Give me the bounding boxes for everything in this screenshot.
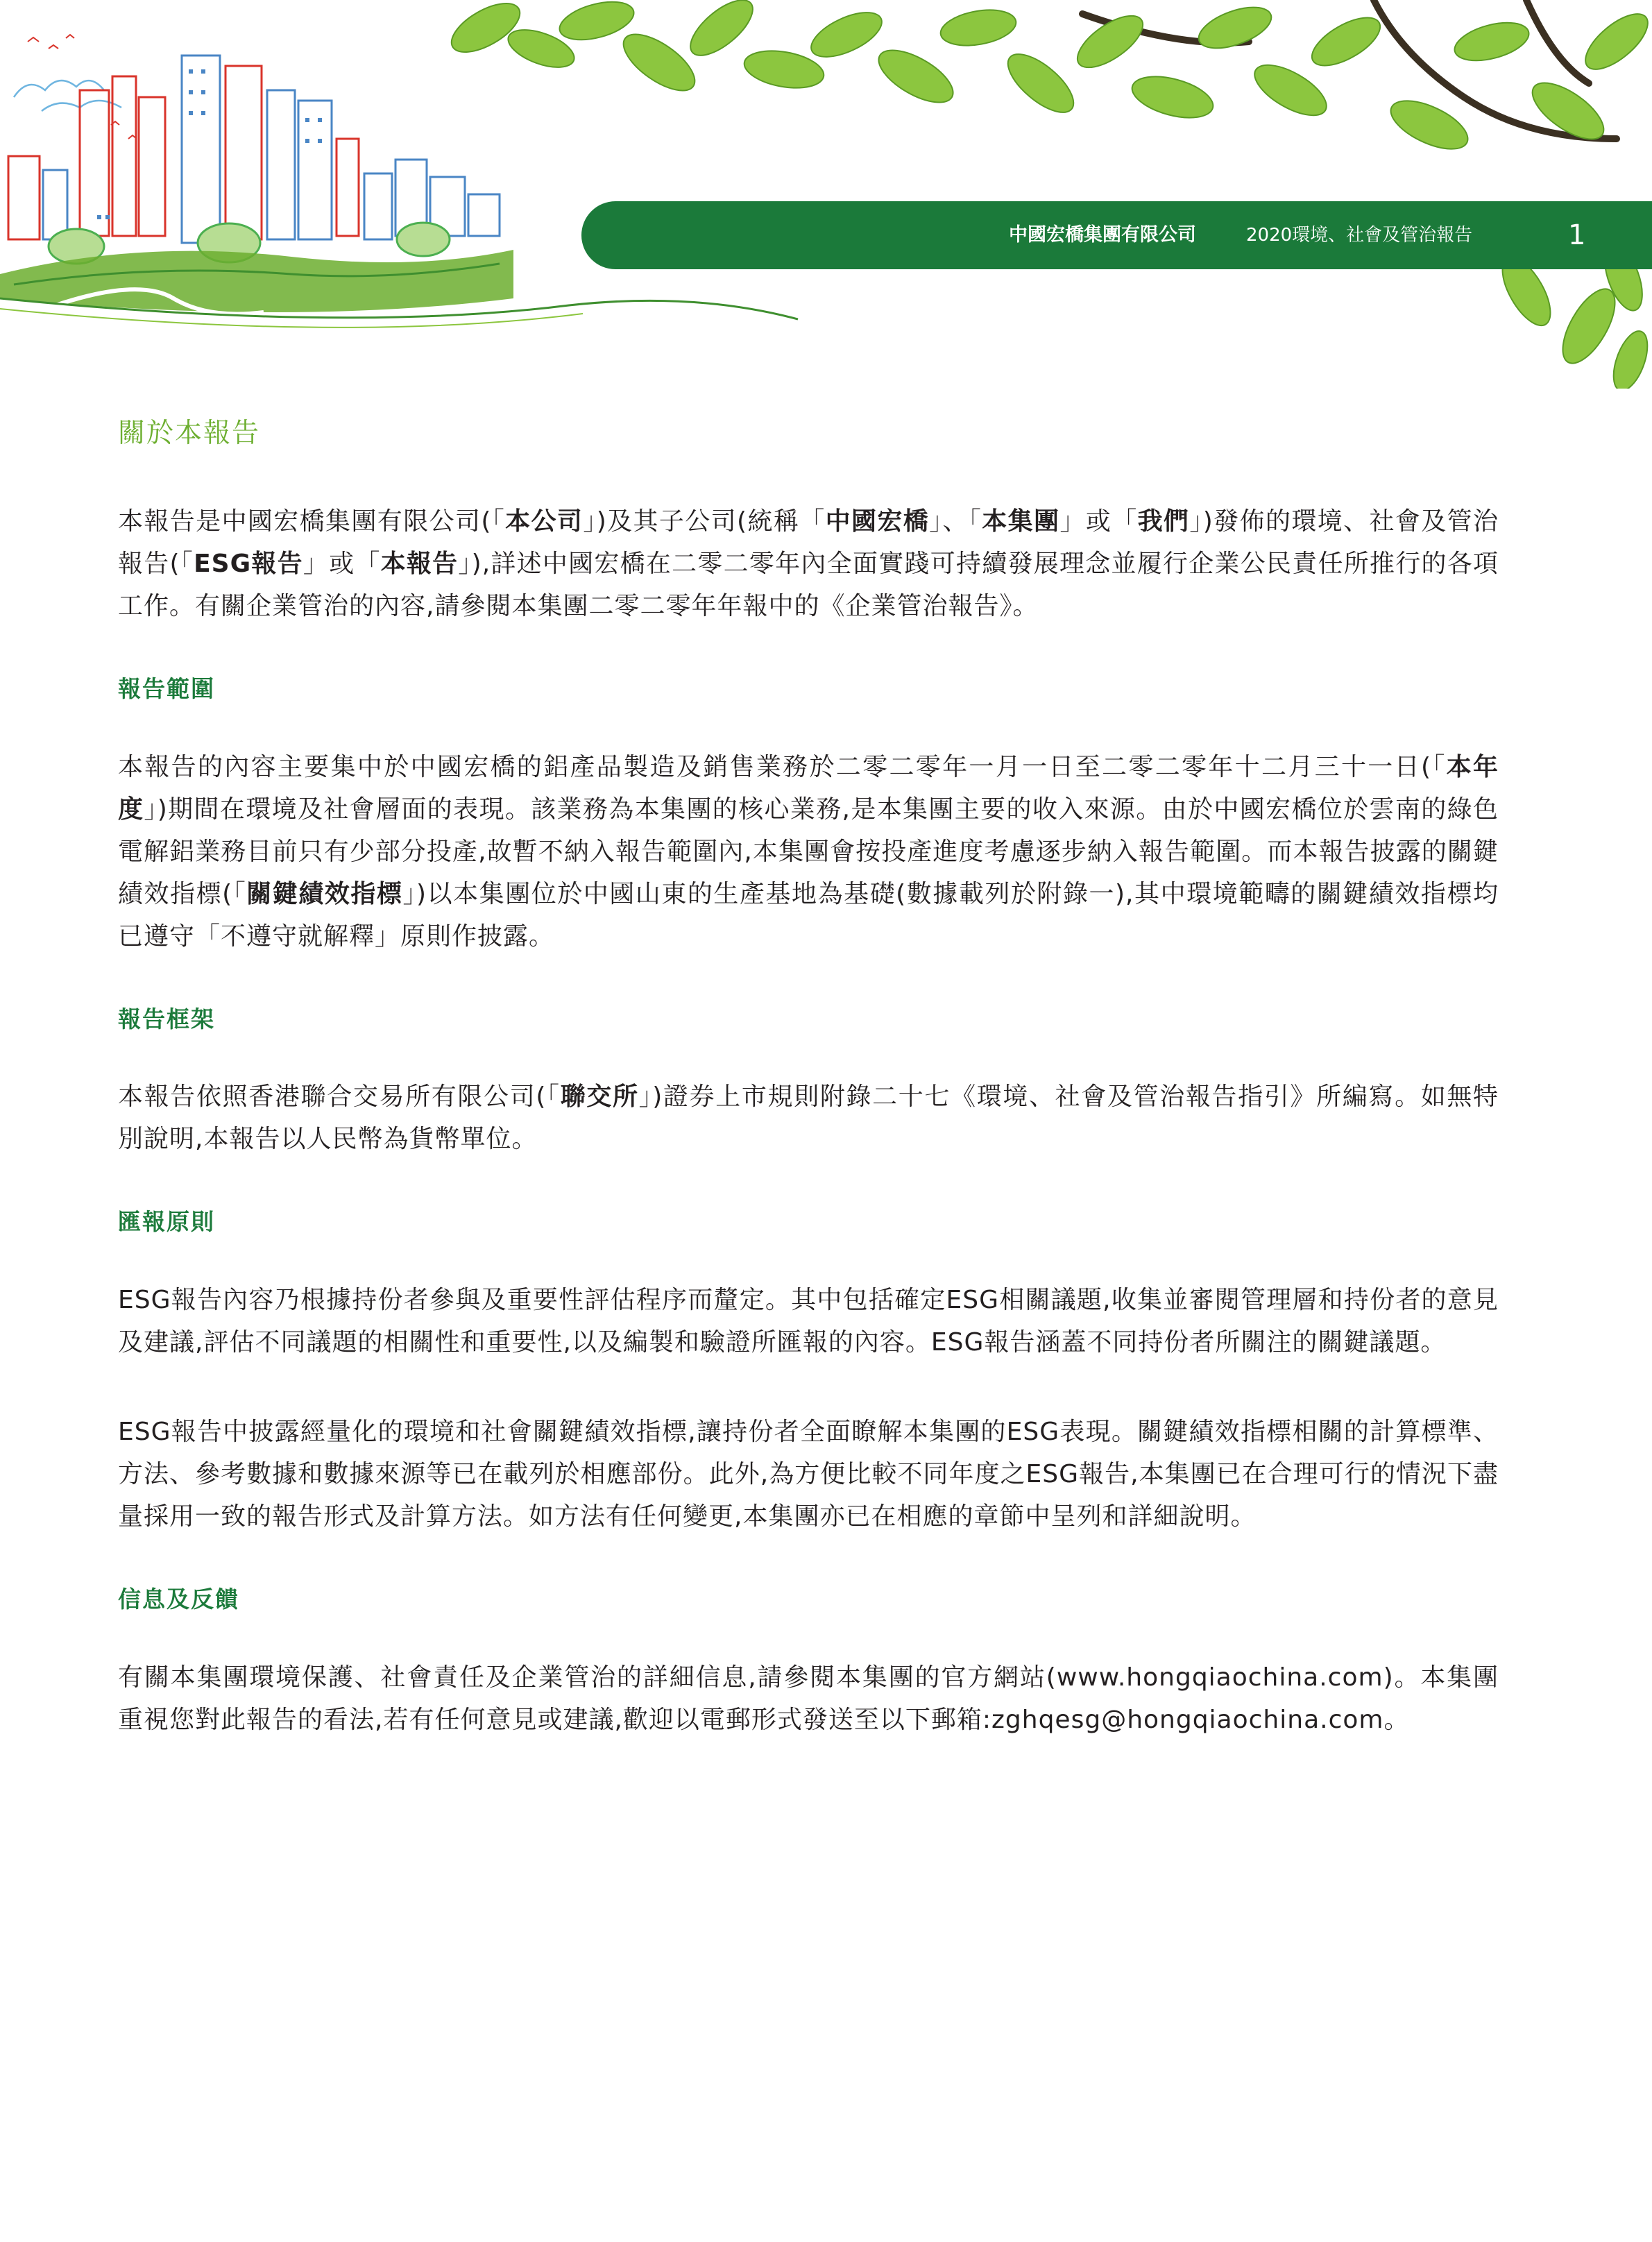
section-title-feedback: 信息及反饋 [118, 1586, 239, 1613]
feedback-paragraph: 有關本集團環境保護、社會責任及企業管治的詳細信息,請參閱本集團的官方網站(www.hongqiaochina.com)。本集團重視您對此報告的看法,若有任何意見或建議,歡迎以電郵形式發送至以下郵箱:zghqesg@hongqiaochina.com。 [118, 1663, 1499, 1735]
tree-leaves-illustration [0, 0, 1652, 389]
principles-paragraph-1: ESG報告內容乃根據持份者參與及重要性評估程序而釐定。其中包括確定ESG相關議題,收集並審閱管理層和持份者的意見及建議,評估不同議題的相關性和重要性,以及編製和驗證所匯報的內容。ESG報告涵蓋不同持份者所關注的關鍵議題。 [118, 1286, 1499, 1357]
document-body [118, 416, 1499, 1788]
scope-paragraph: 本報告的內容主要集中於中國宏橋的鋁產品製造及銷售業務於二零二零年一月一日至二零二零年十二月三十一日(「本年度」)期間在環境及社會層面的表現。該業務為本集團的核心業務,是本集團主要的收入來源。由於中國宏橋位於雲南的綠色電解鋁業務目前只有少部分投產,故暫不納入報告範圍內,本集團會按投產進度考慮逐步納入報告範圍。而本報告披露的關鍵績效指標(「關鍵績效指標」)以本集團位於中國山東的生產基地為基礎(數據載列於附錄一),其中環境範疇的關鍵績效指標均已遵守「不遵守就解釋」原則作披露。 [118, 752, 1499, 951]
section-title-framework: 報告框架 [118, 1005, 215, 1033]
report-title: 2020環境、社會及管治報告 [1246, 225, 1473, 246]
company-name: 中國宏橋集團有限公司 [1009, 224, 1196, 246]
framework-paragraph: 本報告依照香港聯合交易所有限公司(「聯交所」)證券上市規則附錄二十七《環境、社會及管治報告指引》所編寫。如無特別說明,本報告以人民幣為貨幣單位。 [118, 1082, 1499, 1154]
section-title-principles: 匯報原則 [118, 1208, 215, 1236]
page-title: 關於本報告 [118, 418, 261, 449]
leaf-cluster [444, 0, 1652, 389]
principles-paragraph-2: ESG報告中披露經量化的環境和社會關鍵績效指標,讓持份者全面瞭解本集團的ESG表現。關鍵績效指標相關的計算標準、方法、參考數據和數據來源等已在載列於相應部份。此外,為方便比較不同年度之ESG報告,本集團已在合理可行的情況下盡量採用一致的報告形式及計算方法。如方法有任何變更,本集團亦已在相應的章節中呈列和詳細說明。 [118, 1418, 1499, 1531]
page-number: 1 [1568, 219, 1586, 251]
section-title-scope: 報告範圍 [118, 674, 215, 702]
intro-paragraph: 本報告是中國宏橋集團有限公司(「本公司」)及其子公司(統稱「中國宏橋」、「本集團」或「我們」)發佈的環境、社會及管治報告(「ESG報告」或「本報告」),詳述中國宏橋在二零二零年內全面實踐可持續發展理念並履行企業公民責任所推行的各項工作。有關企業管治的內容,請參閱本集團二零二零年年報中的《企業管治報告》。 [118, 507, 1499, 620]
header-bar [581, 201, 1652, 269]
